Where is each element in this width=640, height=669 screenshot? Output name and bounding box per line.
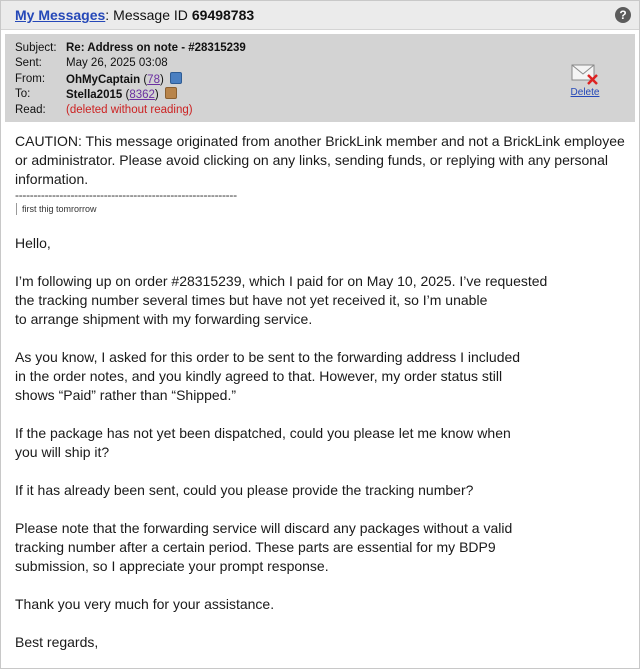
to-store-cube-icon[interactable] xyxy=(165,87,177,99)
read-status: (deleted without reading) xyxy=(66,103,193,116)
from-store-cube-icon[interactable] xyxy=(170,72,182,84)
paragraph-line: Please note that the forwarding service will discard any packages without a valid xyxy=(15,520,513,536)
paragraph-line: to arrange shipment with my forwarding service. xyxy=(15,311,313,327)
message-id-value: 69498783 xyxy=(191,7,255,23)
read-row xyxy=(15,102,635,118)
to-row: To: Stella2015 (8362) xyxy=(15,87,635,103)
to-username-link[interactable]: Stella2015 xyxy=(66,89,123,102)
delete-link[interactable]: Delete xyxy=(570,87,600,98)
subject-label: Subject: xyxy=(15,41,57,54)
paragraph-line: I’m following up on order #28315239, which I paid for on May 10, 2025. I’ve requested xyxy=(15,273,548,289)
paragraph-line: shows “Paid” rather than “Shipped.” xyxy=(15,387,236,403)
paragraph-3 xyxy=(15,424,625,462)
message-header xyxy=(5,34,635,122)
delete-control[interactable] xyxy=(562,62,608,98)
subject-row xyxy=(15,40,635,56)
paragraph-4 xyxy=(15,481,625,500)
to-label: To: xyxy=(15,88,31,101)
quoted-text: first thig tomrorrow xyxy=(16,203,625,215)
from-username-link[interactable]: OhMyCaptain xyxy=(66,73,141,86)
message-id-label: Message ID xyxy=(113,7,188,23)
paragraph-1 xyxy=(15,272,625,329)
thanks-line: Thank you very much for your assistance. xyxy=(15,596,275,612)
from-label: From: xyxy=(15,72,46,85)
read-label: Read: xyxy=(15,103,46,116)
paragraph-line: in the order notes, and you kindly agreed to that. However, my order status still xyxy=(15,368,503,384)
my-messages-link[interactable]: My Messages xyxy=(15,7,106,23)
paragraph-line: tracking number after a certain period. These parts are essential for my BDP9 xyxy=(15,539,496,555)
paragraph-line: If it has already been sent, could you please provide the tracking number? xyxy=(15,482,474,498)
title-separator: : xyxy=(105,7,110,23)
paragraph-5 xyxy=(15,519,625,576)
subject-value: Re: Address on note - #28315239 xyxy=(66,41,246,54)
paragraph-line: the tracking number several times but have not yet received it, so I’m unable xyxy=(15,292,488,308)
help-icon[interactable]: ? xyxy=(615,7,631,23)
sent-row xyxy=(15,56,635,72)
paragraph-2 xyxy=(15,348,625,405)
greeting: Hello, xyxy=(15,235,51,251)
message-body xyxy=(1,122,639,652)
sent-label: Sent: xyxy=(15,57,42,70)
from-feedback-link[interactable]: 78 xyxy=(147,73,160,86)
caution-notice: CAUTION: This message originated from another BrickLink member and not a BrickLink employee or administrator. Please avoid clicking on any links, sending funds, or replying with any personal information. xyxy=(15,133,625,187)
sent-value: May 26, 2025 03:08 xyxy=(66,57,168,70)
paragraph-line: you will ship it? xyxy=(15,444,110,460)
from-row: From: OhMyCaptain (78) xyxy=(15,71,635,87)
paragraph-line: If the package has not yet been dispatched, could you please let me know when xyxy=(15,425,511,441)
delete-envelope-icon[interactable] xyxy=(571,62,599,86)
closing-line: Best regards, xyxy=(15,634,99,650)
quote-divider: ------------------------------------------------------------ xyxy=(15,189,237,201)
to-feedback-link[interactable]: 8362 xyxy=(129,89,155,102)
title-bar xyxy=(1,1,639,30)
paragraph-line: submission, so I appreciate your prompt response. xyxy=(15,558,329,574)
paragraph-line: As you know, I asked for this order to be sent to the forwarding address I included xyxy=(15,349,521,365)
